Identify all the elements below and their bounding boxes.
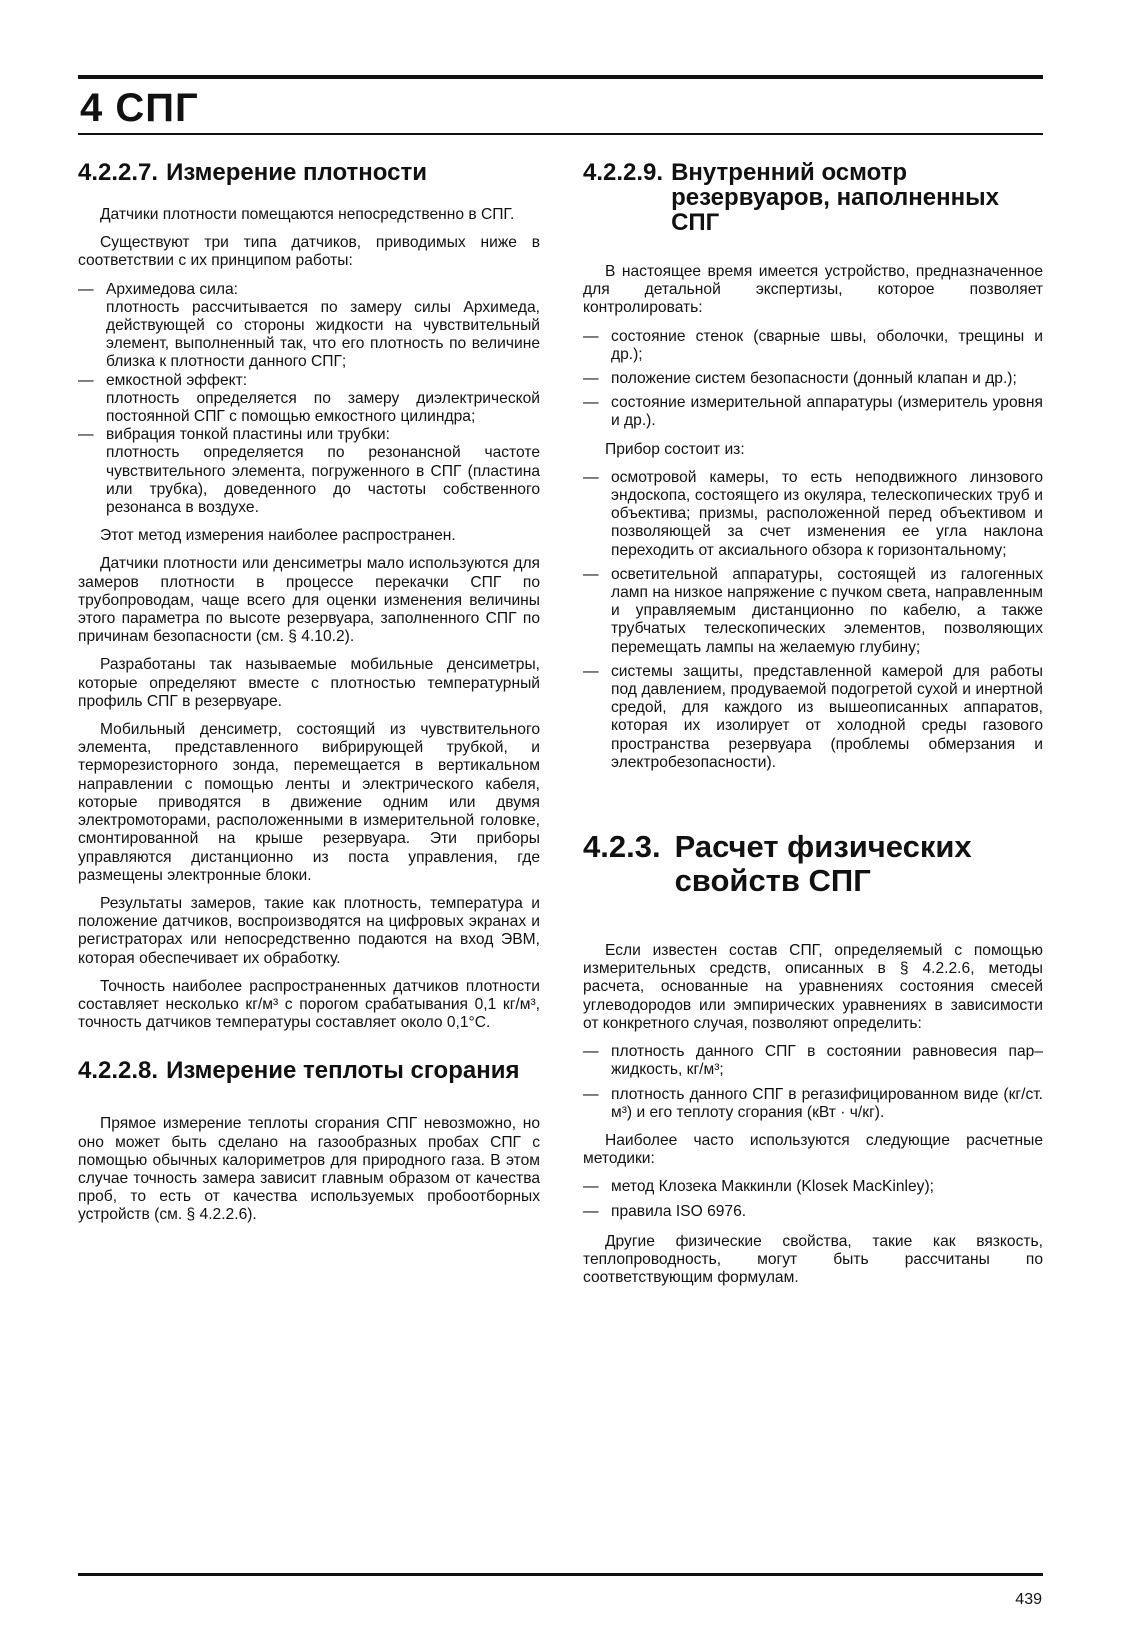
list-item <box>583 370 1043 388</box>
section-title: Расчет физических свойств СПГ <box>674 829 972 899</box>
section-number: 4.2.2.7. <box>78 159 159 186</box>
section-number: 4.2.3. <box>583 829 661 865</box>
list-item <box>78 281 540 372</box>
dash-marker: — <box>583 565 599 583</box>
list-item <box>583 1086 1043 1122</box>
list-item-head: вибрация тонкой пластины или трубки: <box>106 426 390 444</box>
paragraph: Этот метод измерения наиболее распространен. <box>100 527 456 545</box>
dash-marker: — <box>583 370 599 388</box>
list-item <box>78 372 540 427</box>
paragraph: Наиболее часто используются следующие расчетные методики: <box>583 1131 1043 1168</box>
list-item <box>583 394 1043 430</box>
dash-marker: — <box>78 426 94 444</box>
dash-marker: — <box>78 371 94 389</box>
list-item-head: Архимедова сила: <box>106 280 238 298</box>
dash-marker: — <box>583 1202 599 1220</box>
list-item-body: состояние стенок (сварные швы, оболочки, трещины и др.); <box>611 327 1043 363</box>
paragraph: Существуют три типа датчиков, приводимых ниже в соответствии с их принципом работы: <box>78 234 540 270</box>
dash-marker: — <box>78 280 94 298</box>
paragraph: Если известен состав СПГ, определяемый с помощью измерительных средств, описанных в § 4.2.2.6, методы расчета, основанные на уравнениях состояния смесей углеводородов или эмпирических уравнениях в зависимости от конкретного случая, позволяют определить: <box>583 942 1043 1032</box>
section-number: 4.2.2.9. <box>583 159 664 186</box>
list-item <box>583 328 1043 364</box>
page-number: 439 <box>1015 1591 1042 1608</box>
paragraph: Датчики плотности или денсиметры мало используются для замеров плотности в процессе перекачки СПГ по трубопроводам, чаще всего для оценки изменения величины этого параметра по высоте резервуара, заполненного СПГ по причинам безопасности (см. § 4.10.2). <box>78 555 540 646</box>
section-title: Внутренний осмотр резервуаров, наполненных СПГ <box>671 159 999 236</box>
header-rule-top <box>78 75 1043 79</box>
list-item-body: плотность определяется по резонансной частоте чувствительного элемента, погруженного в СПГ (пластина или трубка), доведенного до частоты собственного резонанса в воздухе. <box>106 444 540 517</box>
paragraph: В настоящее время имеется устройство, предназначенное для детальной экспертизы, которое позволяет контролировать: <box>583 263 1043 317</box>
paragraph: Точность наиболее распространенных датчиков плотности составляет несколько кг/м³ с порогом срабатывания 0,1 кг/м³, точность датчиков температуры составляет около 0,1°С. <box>78 977 540 1032</box>
paragraph: Разработаны так называемые мобильные денсиметры, которые определяют вместе с плотностью температурный профиль СПГ в резервуаре. <box>78 656 540 710</box>
dash-marker: — <box>583 1085 599 1103</box>
dash-marker: — <box>583 327 599 345</box>
list-item <box>583 1203 1043 1221</box>
dash-marker: — <box>583 1043 599 1061</box>
section-heading-4-2-2-8 <box>78 1058 540 1083</box>
list-item-body: плотность определяется по замеру диэлектрической постоянной СПГ с помощью емкостного цилиндра; <box>106 389 540 426</box>
paragraph: Прямое измерение теплоты сгорания СПГ невозможно, но оно может быть сделано на газообразных пробах СПГ с помощью обычных калориметров для природного газа. В этом случае точность замера зависит главным образом от качества проб, то есть от качества используемых пробоотборных устройств (см. § 4.2.2.6). <box>78 1115 540 1224</box>
dash-marker: — <box>583 394 599 412</box>
list-item <box>583 1043 1043 1079</box>
list-item <box>78 426 540 517</box>
dash-marker: — <box>583 1178 599 1196</box>
section-heading-4-2-2-9 <box>583 160 1043 235</box>
list-item-body: системы защиты, представленной камерой для работы под давлением, продуваемой подогретой сухой и инертной средой, для каждого из вышеописанных аппаратов, которая их изолирует от холодной среды газового пространства резервуара (проблемы обмерзания и электробезопасности). <box>611 662 1043 771</box>
list-item <box>583 566 1043 657</box>
section-heading-4-2-3 <box>583 830 1043 898</box>
paragraph: Прибор состоит из: <box>605 440 745 458</box>
paragraph: Датчики плотности помещаются непосредственно в СПГ. <box>100 206 515 223</box>
chapter-title: 4 СПГ <box>80 86 199 130</box>
section-title: Измерение теплоты сгорания <box>166 1057 520 1085</box>
dash-marker: — <box>583 468 599 486</box>
paragraph: Другие физические свойства, такие как вязкость, теплопроводность, могут быть рассчитаны по соответствующим формулам. <box>583 1232 1043 1287</box>
paragraph: Мобильный денсиметр, состоящий из чувствительного элемента, представленного вибрирующей трубкой, и терморезисторного зонда, перемещается в вертикальном направлении с помощью ленты и электрического кабеля, которые приводятся в движение одним или двумя электромоторами, расположенными в измерительной головке, смонтированной на крыше резервуара. Эти приборы управляются дистанционно из поста управления, где размещены электронные блоки. <box>78 721 540 884</box>
dash-marker: — <box>583 662 599 680</box>
footer-rule <box>78 1573 1043 1576</box>
list-item-body: правила ISO 6976. <box>611 1202 747 1220</box>
left-column <box>78 160 540 1225</box>
section-heading-4-2-2-7 <box>78 160 540 185</box>
header-rule-bottom <box>78 133 1043 135</box>
section-number: 4.2.2.8. <box>78 1057 159 1085</box>
section-title: Измерение плотности <box>166 159 427 186</box>
list-item-body: состояние измерительной аппаратуры (измеритель уровня и др.). <box>611 394 1043 430</box>
list-item <box>583 1178 1043 1196</box>
list-item-body: осветительной аппаратуры, состоящей из галогенных ламп на низкое напряжение с пучком света, направленным и управляемым дистанционно по кабелю, а также трубчатых телескопических элементов, позволяющих перемещать лампы на желаемую глубину; <box>611 565 1043 656</box>
list-item-body: осмотровой камеры, то есть неподвижного линзового эндоскопа, состоящего из окуляра, телескопических труб и объектива; призмы, расположенной перед объективом и позволяющей за счет изменения ее угла наклона переходить от аксиального обзора к горизонтальному; <box>611 468 1043 559</box>
list-item-body: метод Клозека Маккинли (Klosek MacKinley); <box>611 1178 935 1196</box>
list-item-body: положение систем безопасности (донный клапан и др.); <box>611 370 1017 388</box>
list-item-body: плотность данного СПГ в состоянии равновесия пар–жидкость, кг/м³; <box>611 1043 1043 1079</box>
list-item-head: емкостной эффект: <box>106 371 248 389</box>
list-item <box>583 663 1043 772</box>
list-item <box>583 469 1043 560</box>
paragraph: Результаты замеров, такие как плотность, температура и положение датчиков, воспроизводятся на цифровых экранах и регистраторах или непосредственно подаются на вход ЭВМ, которая обеспечивает их обработку. <box>78 894 540 967</box>
list-item-body: плотность рассчитывается по замеру силы Архимеда, действующей со стороны жидкости на чувствительный элемент, выполненный так, что его плотность по величине близка к плотности данного СПГ; <box>106 298 540 371</box>
list-item-body: плотность данного СПГ в регазифицированном виде (кг/ст. м³) и его теплоту сгорания (кВт · ч/кг). <box>611 1085 1043 1121</box>
right-column <box>583 160 1043 1287</box>
